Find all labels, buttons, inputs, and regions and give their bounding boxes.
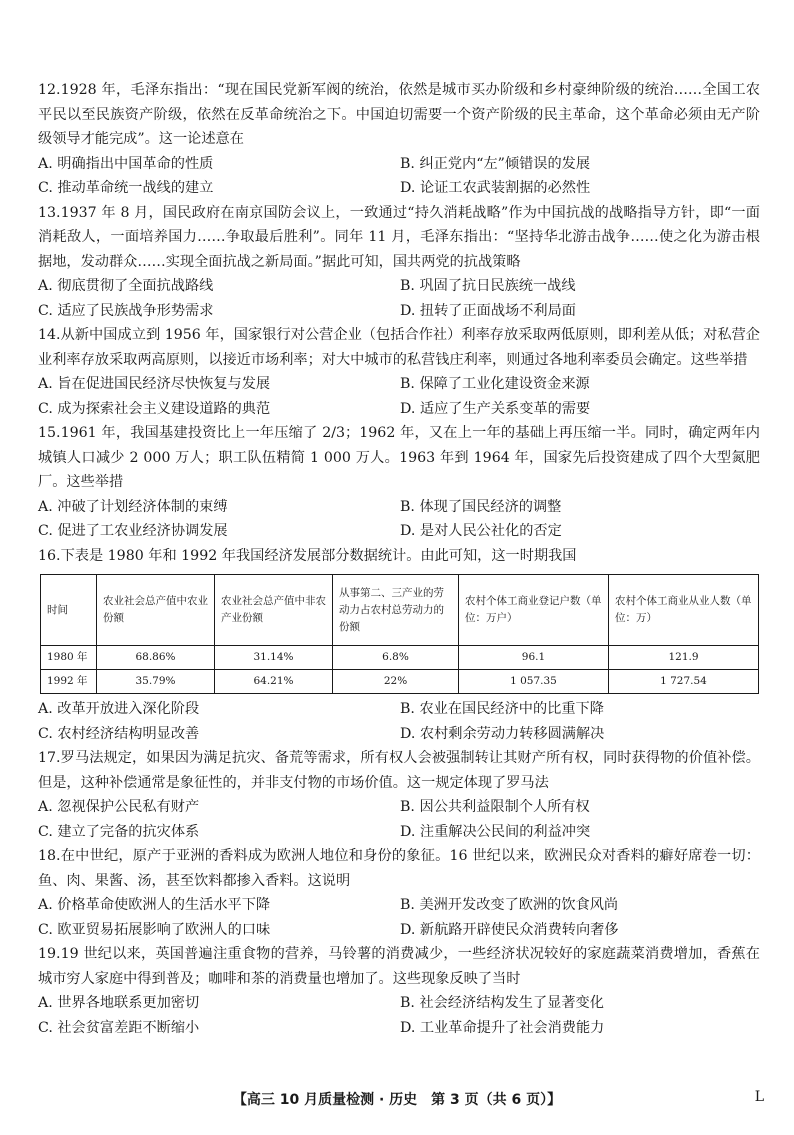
question-17 xyxy=(38,746,760,844)
table-cell: 22% xyxy=(333,670,459,694)
option-b[interactable]: B. 巩固了抗日民族统一战线 xyxy=(400,278,576,294)
options xyxy=(38,274,760,323)
table-cell: 31.14% xyxy=(215,646,333,670)
option-d[interactable]: D. 是对人民公社化的否定 xyxy=(400,523,562,539)
question-12 xyxy=(38,78,760,201)
option-b[interactable]: B. 社会经济结构发生了显著变化 xyxy=(400,995,604,1011)
question-number: 15. xyxy=(38,425,61,441)
question-stem: 从新中国成立到 1956 年，国家银行对公营企业（包括合作社）利率存放采取两低原则，即利差从低；对私营企业利率存放采取两高原则，以接近市场利率；对大中城市的私营钱庄利率，则通过各地利率委员会确定。这些举措 xyxy=(38,327,760,368)
page-footer xyxy=(0,1089,794,1109)
question-stem: 1937 年 8 月，国民政府在南京国防会议上，一致通过“持久消耗战略”作为中国抗战的战略指导方针，即“一面消耗敌人，一面培养国力……争取最后胜利”。同年 11 月，毛泽东指出：“坚持华北游击战争……使之化为游击根据地，发动群众……实现全面抗战之新局面。”据此可知，国共两党的抗战策略 xyxy=(38,204,760,270)
option-d[interactable]: D. 论证工农武装割据的必然性 xyxy=(400,180,591,196)
table-header-cell: 农村个体工商业登记户数（单位：万户） xyxy=(459,575,609,646)
option-d[interactable]: D. 新航路开辟使民众消费转向奢侈 xyxy=(400,921,619,938)
option-d[interactable]: D. 农村剩余劳动力转移圆满解决 xyxy=(400,725,605,742)
question-stem: 在中世纪，原产于亚洲的香料成为欧洲人地位和身份的象征。16 世纪以来，欧洲民众对香料的癖好席卷一切：鱼、肉、果酱、汤，甚至饮料都掺入香料。这说明 xyxy=(38,848,760,889)
question-number: 14. xyxy=(38,327,61,343)
question-18 xyxy=(38,844,760,942)
table-cell: 96.1 xyxy=(459,646,609,670)
question-14 xyxy=(38,323,760,421)
options xyxy=(38,697,760,746)
option-d[interactable]: D. 注重解决公民间的利益冲突 xyxy=(400,823,591,840)
question-number: 12. xyxy=(38,82,61,98)
question-stem: 19 世纪以来，英国普遍注重食物的营养，马铃薯的消费减少，一些经济状况较好的家庭蔬菜消费增加，香蕉在城市穷人家庭中得到普及；咖啡和茶的消费量也增加了。这些现象反映了当时 xyxy=(38,946,760,987)
version-mark: L xyxy=(754,1089,764,1105)
table-row xyxy=(41,670,759,694)
economic-data-table xyxy=(40,574,759,694)
option-c[interactable]: C. 社会贫富差距不断缩小 xyxy=(38,1019,200,1036)
option-c[interactable]: C. 成为探索社会主义建设道路的典范 xyxy=(38,400,271,417)
option-a[interactable]: A. 明确指出中国革命的性质 xyxy=(38,155,214,172)
table-cell: 35.79% xyxy=(97,670,215,694)
option-a[interactable]: A. 旨在促进国民经济尽快恢复与发展 xyxy=(38,376,271,392)
table-cell: 121.9 xyxy=(609,646,759,670)
question-number: 18. xyxy=(38,848,61,864)
options xyxy=(38,991,760,1040)
table-cell: 64.21% xyxy=(215,670,333,694)
option-c[interactable]: C. 促进了工农业经济协调发展 xyxy=(38,523,228,539)
table-cell: 1 727.54 xyxy=(609,670,759,694)
option-c[interactable]: C. 农村经济结构明显改善 xyxy=(38,725,200,742)
footer-text: 【高三 10 月质量检测 · 历史 第 3 页（共 6 页）】 xyxy=(232,1092,562,1108)
option-c[interactable]: C. 推动革命统一战线的建立 xyxy=(38,180,214,196)
option-d[interactable]: D. 工业革命提升了社会消费能力 xyxy=(400,1019,605,1036)
question-number: 13. xyxy=(38,204,61,221)
question-15 xyxy=(38,421,760,544)
option-c[interactable]: C. 适应了民族战争形势需求 xyxy=(38,302,214,319)
question-stem: 罗马法规定，如果因为满足抗灾、备荒等需求，所有权人会被强制转让其财产所有权，同时获得物的价值补偿。但是，这种补偿通常是象征性的，并非支付物的市场价值。这一规定体现了罗马法 xyxy=(38,750,760,791)
table-header-cell: 农业社会总产值中农业份额 xyxy=(97,575,215,646)
option-c[interactable]: C. 建立了完备的抗灾体系 xyxy=(38,823,200,840)
exam-page xyxy=(38,78,760,1040)
question-stem: 1928 年，毛泽东指出：“现在国民党新军阀的统治，依然是城市买办阶级和乡村豪绅阶级的统治……全国工农平民以至民族资产阶级，依然在反革命统治之下。中国迫切需要一个资产阶级的民主革命，这个革命必须由无产阶级领导才能完成”。这一论述意在 xyxy=(38,82,760,147)
table-cell: 68.86% xyxy=(97,646,215,670)
table-header-row xyxy=(41,575,759,646)
option-b[interactable]: B. 保障了工业化建设资金来源 xyxy=(400,376,590,392)
table-header-cell: 农业社会总产值中非农产业份额 xyxy=(215,575,333,646)
option-a[interactable]: A. 世界各地联系更加密切 xyxy=(38,995,200,1011)
option-a[interactable]: A. 价格革命使欧洲人的生活水平下降 xyxy=(38,897,271,913)
options xyxy=(38,152,760,201)
option-b[interactable]: B. 美洲开发改变了欧洲的饮食风尚 xyxy=(400,897,619,913)
question-19 xyxy=(38,942,760,1040)
options xyxy=(38,372,760,421)
question-16 xyxy=(38,544,760,747)
question-number: 17. xyxy=(38,750,61,766)
option-a[interactable]: A. 冲破了计划经济体制的束缚 xyxy=(38,498,228,515)
option-b[interactable]: B. 因公共利益限制个人所有权 xyxy=(400,799,590,815)
question-number: 19. xyxy=(38,946,61,962)
options xyxy=(38,795,760,844)
option-d[interactable]: D. 扭转了正面战场不利局面 xyxy=(400,302,576,319)
options xyxy=(38,495,760,544)
table-cell: 1 057.35 xyxy=(459,670,609,694)
question-stem: 下表是 1980 年和 1992 年我国经济发展部分数据统计。由此可知，这一时期我国 xyxy=(60,547,577,564)
option-d[interactable]: D. 适应了生产关系变革的需要 xyxy=(400,400,591,417)
option-a[interactable]: A. 忽视保护公民私有财产 xyxy=(38,799,200,815)
option-b[interactable]: B. 农业在国民经济中的比重下降 xyxy=(400,701,604,717)
table-cell: 1980 年 xyxy=(41,646,97,670)
options xyxy=(38,893,760,942)
option-c[interactable]: C. 欧亚贸易拓展影响了欧洲人的口味 xyxy=(38,921,271,938)
question-stem: 1961 年，我国基建投资比上一年压缩了 2/3；1962 年，又在上一年的基础上再压缩一半。同时，确定两年内城镇人口减少 2 000 万人；职工队伍精简 1 000 万人。1963 年到 1964 年，国家先后投资建成了四个大型氮肥厂。这些举措 xyxy=(38,425,760,490)
option-b[interactable]: B. 体现了国民经济的调整 xyxy=(400,498,562,515)
table-cell: 6.8% xyxy=(333,646,459,670)
table-cell: 1992 年 xyxy=(41,670,97,694)
option-b[interactable]: B. 纠正党内“左”倾错误的发展 xyxy=(400,155,591,172)
table-header-cell: 农村个体工商业从业人数（单位：万） xyxy=(609,575,759,646)
option-a[interactable]: A. 改革开放进入深化阶段 xyxy=(38,701,200,717)
question-13 xyxy=(38,201,760,324)
question-number: 16. xyxy=(38,547,61,564)
table-header-cell: 时间 xyxy=(41,575,97,646)
table-header-cell: 从事第二、三产业的劳动力占农村总劳动力的份额 xyxy=(333,575,459,646)
option-a[interactable]: A. 彻底贯彻了全面抗战路线 xyxy=(38,278,214,294)
table-row xyxy=(41,646,759,670)
